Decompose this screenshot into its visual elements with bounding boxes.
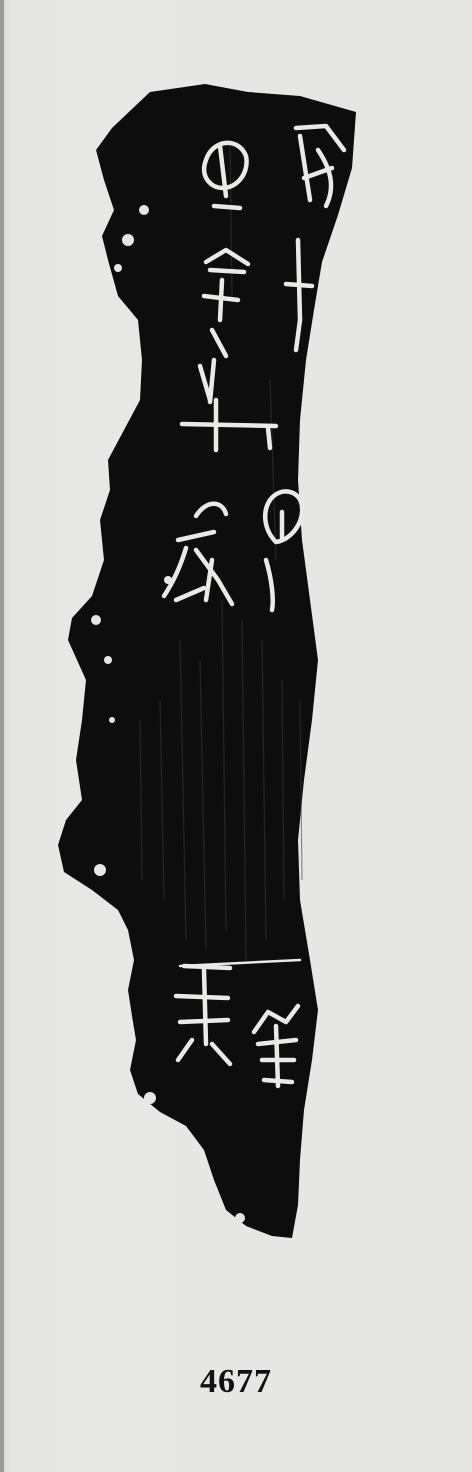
catalog-number: 4677 bbox=[200, 1363, 272, 1400]
bone-fragment bbox=[58, 84, 356, 1238]
